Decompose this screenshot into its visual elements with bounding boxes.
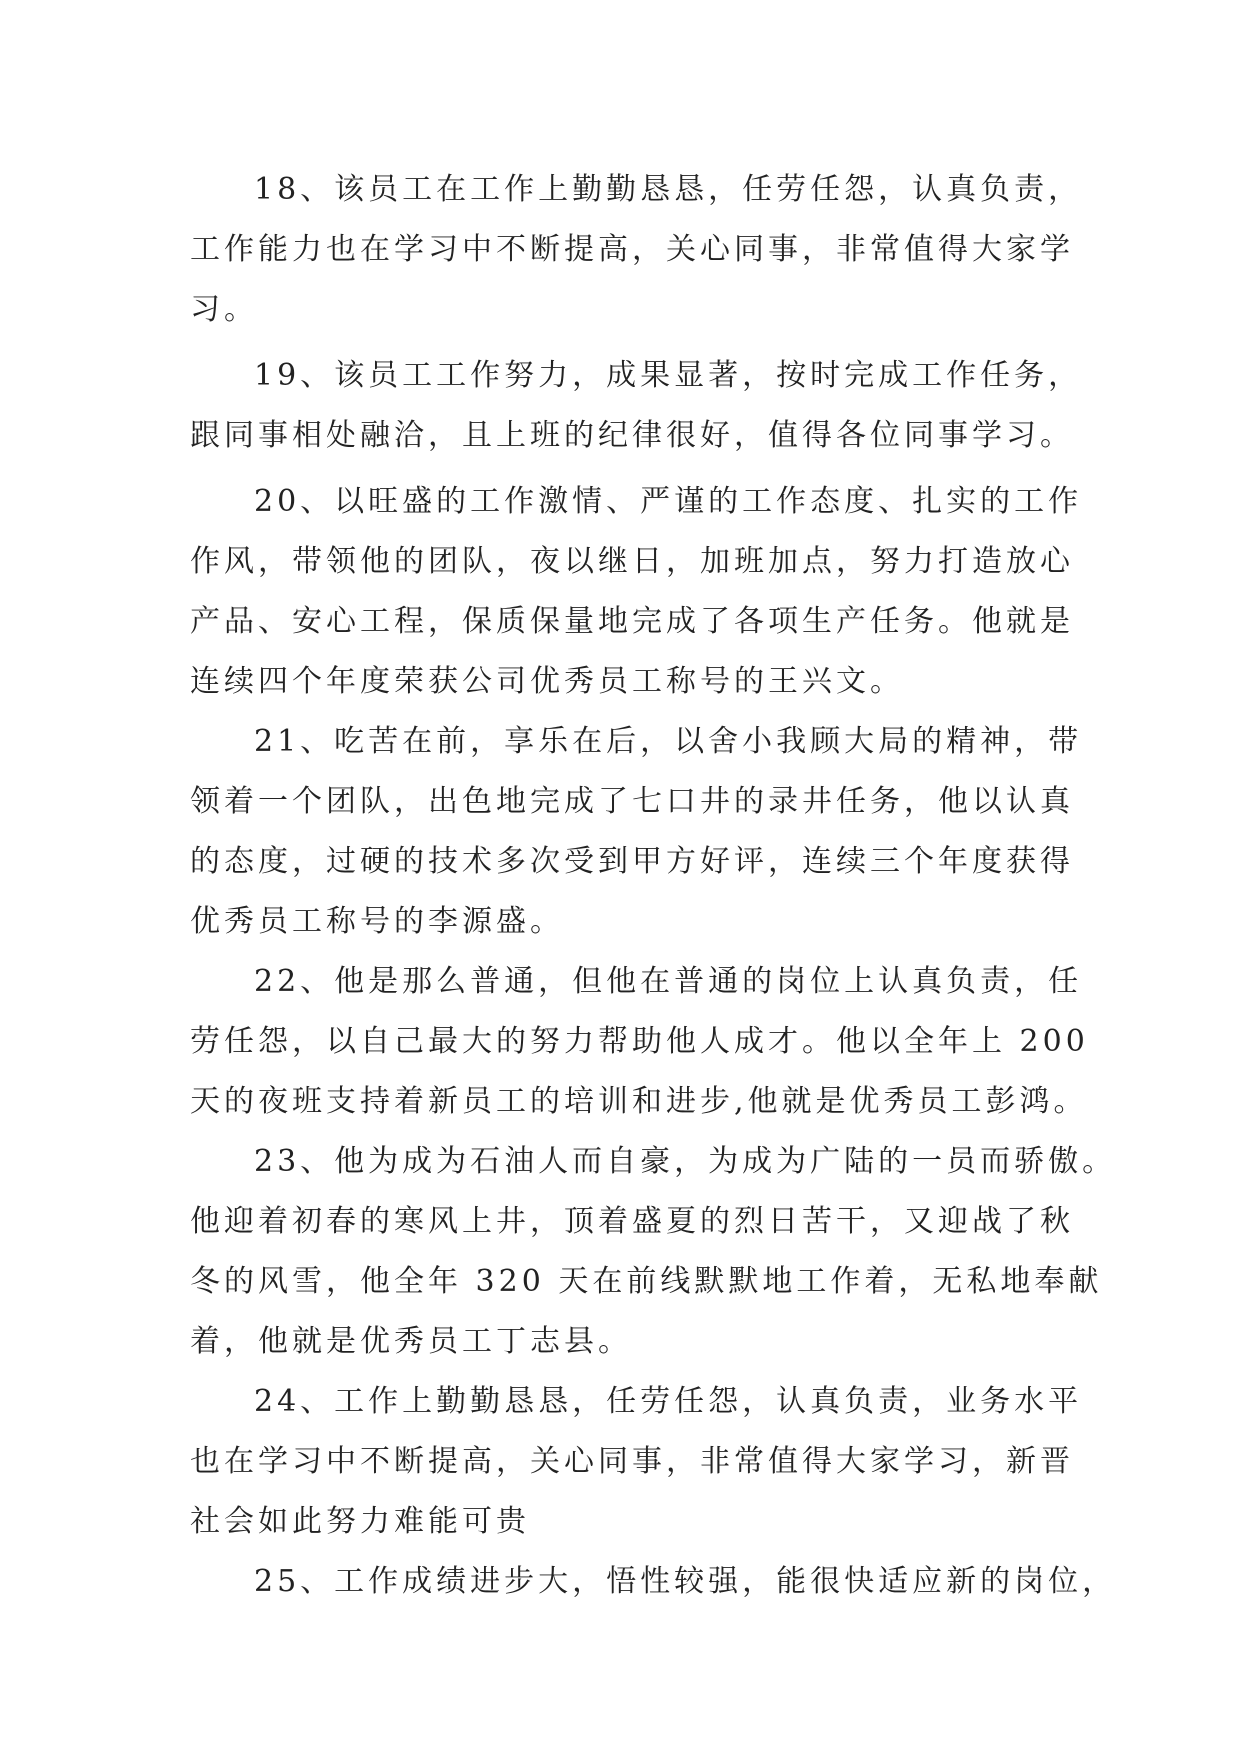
text-line: 18、该员工在工作上勤勤恳恳，任劳任怨，认真负责，	[254, 172, 1083, 207]
paragraph-24	[190, 1372, 1083, 1552]
paragraph-20	[190, 472, 1083, 712]
text-line: 工作能力也在学习中不断提高，关心同事，非常值得大家学	[190, 232, 1074, 267]
paragraph-22	[190, 952, 1089, 1132]
text-line: 22、他是那么普通，但他在普通的岗位上认真负责，任	[254, 964, 1083, 999]
text-line: 连续四个年度荣获公司优秀员工称号的王兴文。	[190, 664, 904, 699]
paragraph-23	[190, 1132, 1117, 1372]
text-line: 领着一个团队，出色地完成了七口井的录井任务，他以认真	[190, 784, 1074, 819]
text-line: 23、他为成为石油人而自豪，为成为广陆的一员而骄傲。	[254, 1144, 1117, 1179]
paragraph-19	[190, 346, 1083, 466]
text-line: 24、工作上勤勤恳恳，任劳任怨，认真负责，业务水平	[254, 1384, 1083, 1419]
text-line: 21、吃苦在前，享乐在后，以舍小我顾大局的精神，带	[254, 724, 1083, 759]
text-line: 习。	[190, 292, 258, 327]
paragraph-25	[190, 1552, 1117, 1612]
text-line: 跟同事相处融洽，且上班的纪律很好，值得各位同事学习。	[190, 418, 1074, 453]
document-body	[190, 160, 1117, 1612]
text-line: 19、该员工工作努力，成果显著，按时完成工作任务，	[254, 358, 1083, 393]
text-line: 冬的风雪，他全年 320 天在前线默默地工作着，无私地奉献	[190, 1264, 1103, 1299]
text-line: 20、以旺盛的工作激情、严谨的工作态度、扎实的工作	[254, 484, 1083, 519]
text-line: 劳任怨，以自己最大的努力帮助他人成才。他以全年上 200	[190, 1024, 1089, 1059]
text-line: 25、工作成绩进步大，悟性较强，能很快适应新的岗位，	[254, 1564, 1117, 1599]
paragraph-18	[190, 160, 1083, 340]
text-line: 着，他就是优秀员工丁志县。	[190, 1324, 632, 1359]
text-line: 他迎着初春的寒风上井，顶着盛夏的烈日苦干，又迎战了秋	[190, 1204, 1074, 1239]
text-line: 产品、安心工程，保质保量地完成了各项生产任务。他就是	[190, 604, 1074, 639]
text-line: 天的夜班支持着新员工的培训和进步,他就是优秀员工彭鸿。	[190, 1084, 1088, 1119]
paragraph-21	[190, 712, 1083, 952]
text-line: 作风，带领他的团队，夜以继日，加班加点，努力打造放心	[190, 544, 1074, 579]
text-line: 也在学习中不断提高，关心同事，非常值得大家学习，新晋	[190, 1444, 1074, 1479]
text-line: 社会如此努力难能可贵	[190, 1504, 530, 1539]
text-line: 优秀员工称号的李源盛。	[190, 904, 564, 939]
text-line: 的态度，过硬的技术多次受到甲方好评，连续三个年度获得	[190, 844, 1074, 879]
